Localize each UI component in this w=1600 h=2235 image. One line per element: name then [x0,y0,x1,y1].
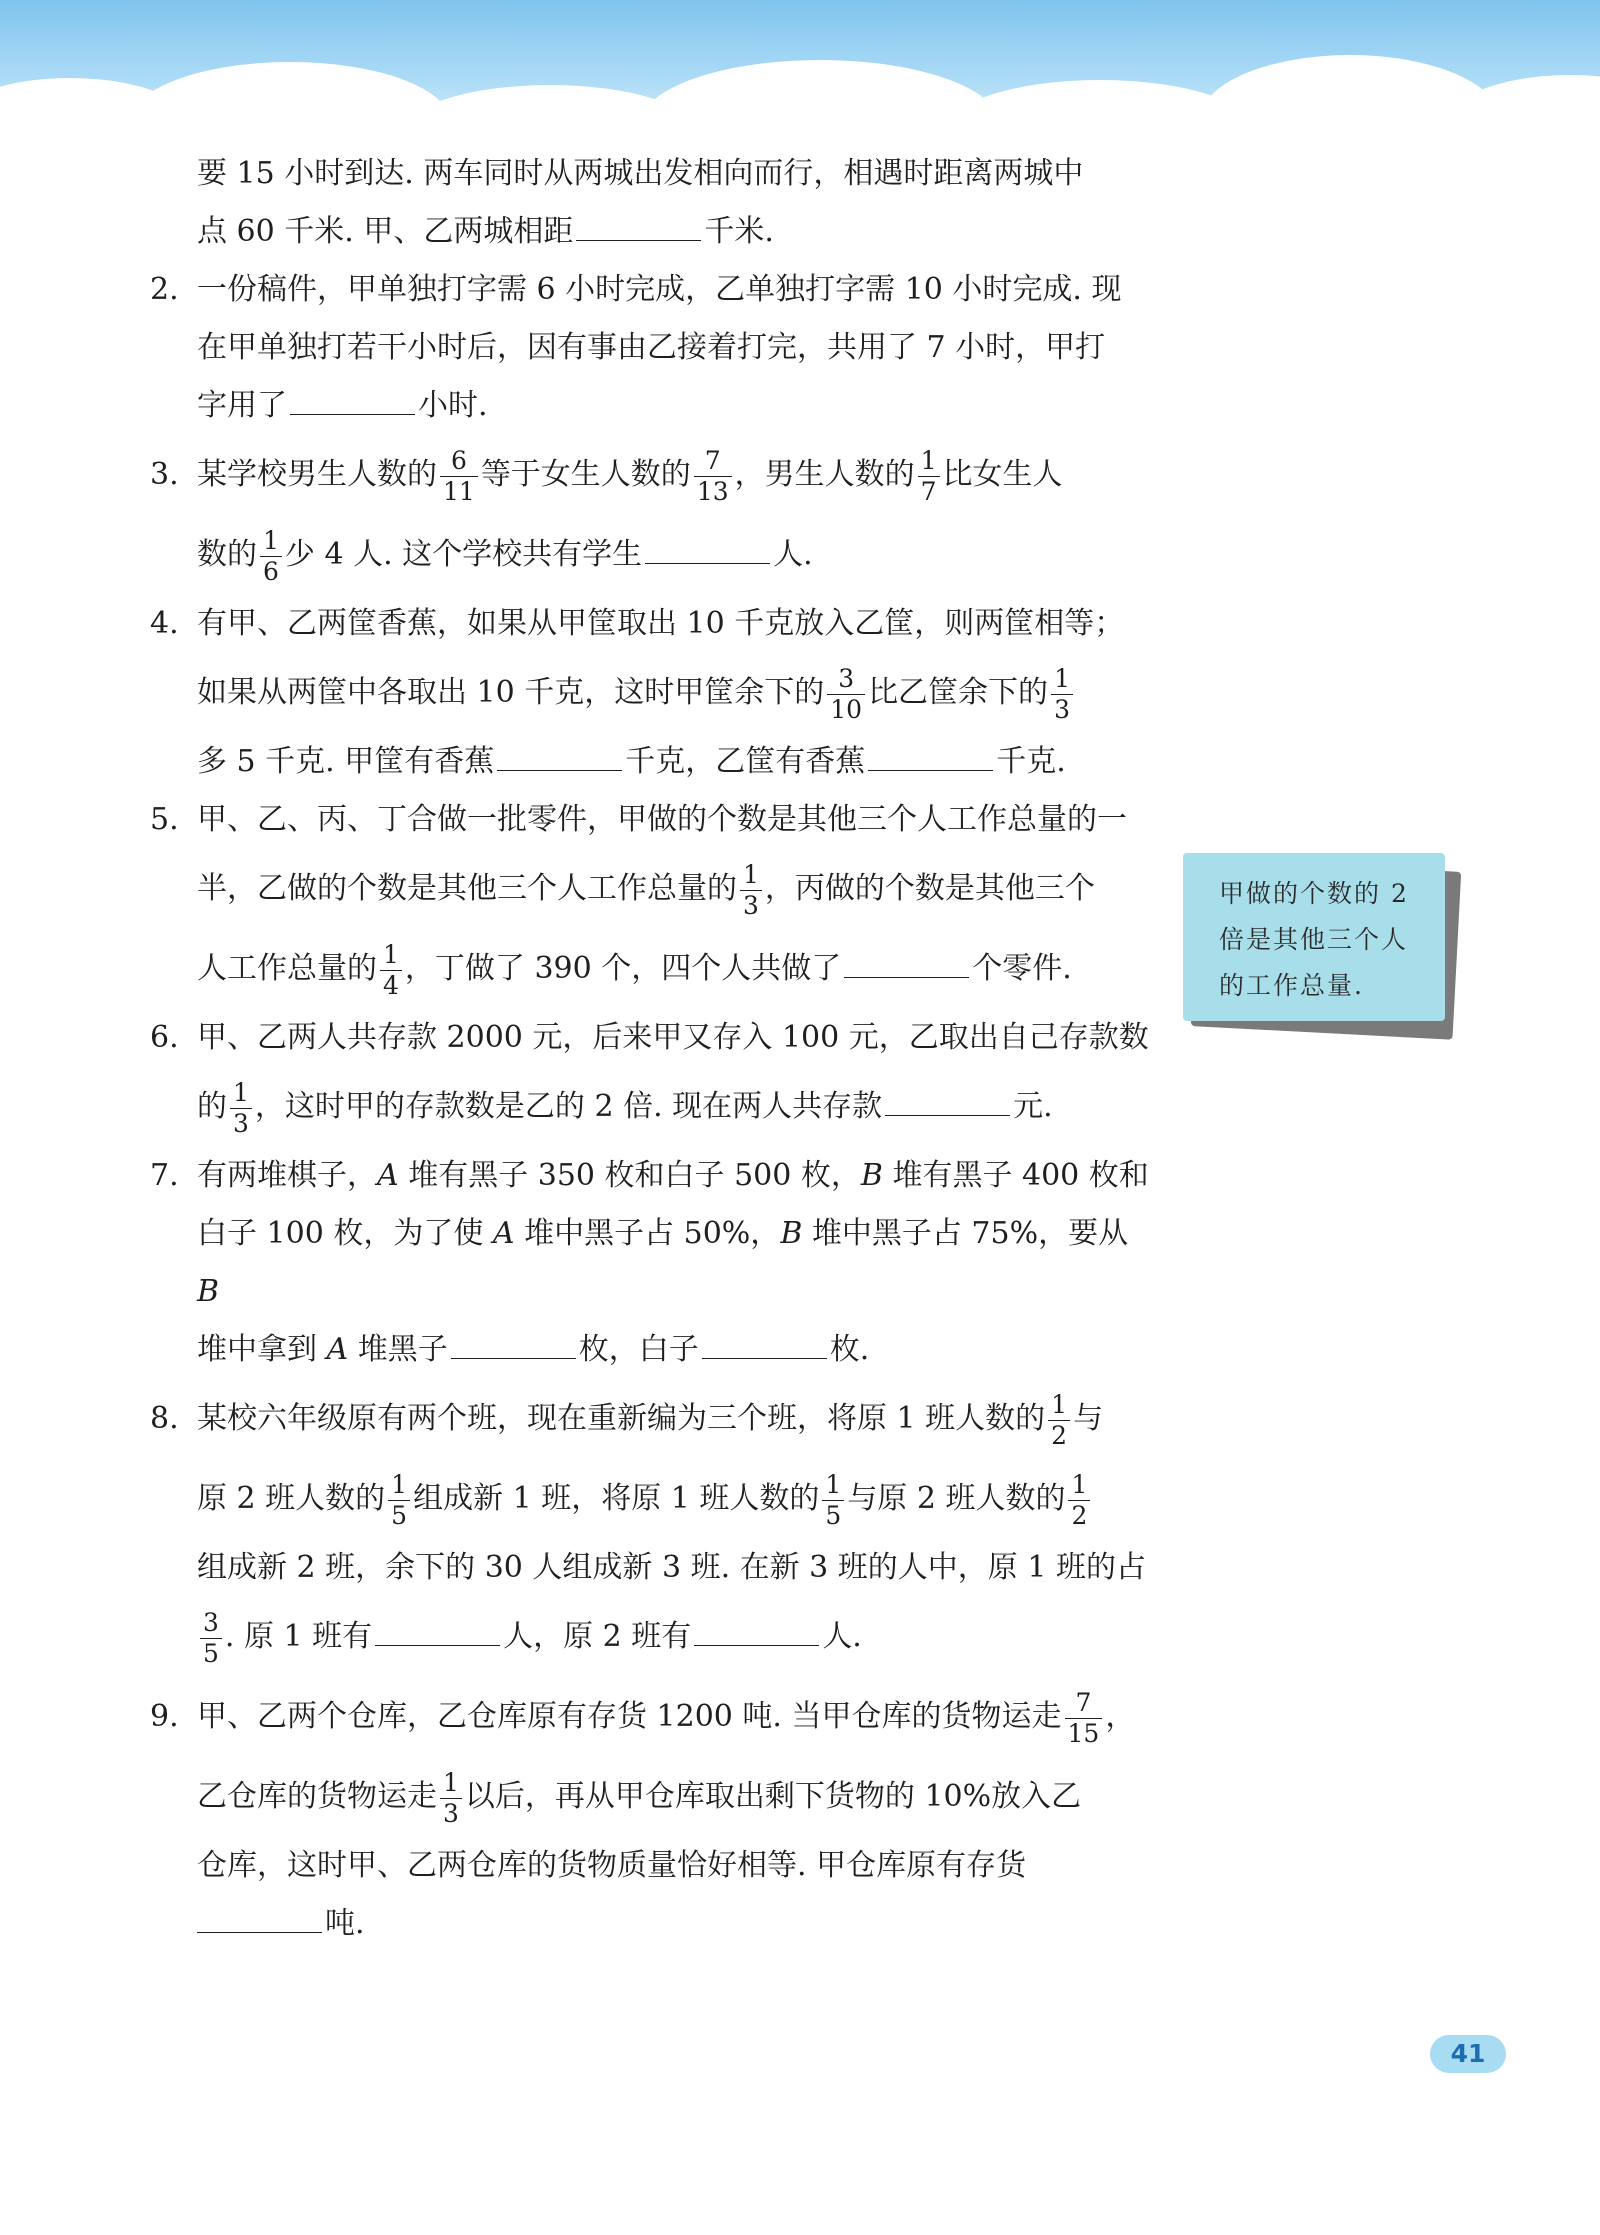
q1-line1: 要 15 小时到达. 两车同时从两城出发相向而行，相遇时距离两城中 [197,156,1084,191]
numerator: 1 [740,860,762,891]
answer-blank[interactable] [868,769,993,771]
q7-text: 枚，白子 [578,1332,699,1367]
answer-blank[interactable] [290,413,415,415]
numerator: 3 [827,664,865,695]
q3-unit: 人. [773,537,813,572]
q3-text-e: 数的 [197,537,257,572]
fraction [388,1470,410,1531]
fraction [1048,1390,1070,1451]
denominator: 2 [1071,1500,1088,1530]
answer-blank[interactable] [885,1114,1010,1116]
q5-text-b: ，丙做的个数是其他三个 [764,871,1095,906]
q2-unit: 小时. [418,388,488,423]
fraction [440,1768,462,1829]
q7-text: 有两堆棋子， [197,1158,377,1193]
denominator: 3 [1054,694,1070,724]
numerator: 1 [440,1768,462,1799]
answer-blank[interactable] [702,1357,827,1359]
denominator: 3 [743,890,759,920]
q7-text: 堆中黑子占 50%， [514,1216,781,1251]
question-number: 5. [150,802,179,837]
q9-text-b: ， [1105,1699,1136,1734]
fraction [822,1470,844,1531]
q2-line1: 一份稿件，甲单独打字需 6 小时完成，乙单独打字需 10 小时完成. 现 [197,272,1122,307]
q5-text-d: ，丁做了 390 个，四个人共做了 [404,951,842,986]
question-number: 8. [150,1401,179,1436]
q7-unit: 枚. [829,1332,870,1367]
denominator: 5 [203,1638,219,1668]
numerator: 3 [200,1608,222,1639]
question-9 [150,1677,1150,1953]
question-6 [150,1009,1150,1147]
q7-text: 白子 100 枚，为了使 [197,1216,493,1251]
question-number: 3. [150,457,179,492]
denominator: 2 [1051,1420,1068,1450]
pile-b-label: B [860,1158,883,1193]
fraction [440,446,478,507]
q8-text-b: 与 [1073,1401,1104,1436]
denominator: 4 [383,970,399,1000]
q8-text-g: . 原 1 班有 [224,1619,373,1654]
fraction [918,446,940,507]
denominator: 13 [696,476,729,506]
q8-text-h: 人，原 2 班有 [503,1619,692,1654]
q8-line3: 组成新 2 班，余下的 30 人组成新 3 班. 在新 3 班的人中，原 1 班的占 [197,1550,1146,1585]
note-line-1: 甲做的个数的 2 [1219,879,1409,908]
numerator: 1 [230,1078,252,1109]
fraction [200,1608,222,1669]
exercise-list [150,145,1150,1953]
fraction [694,446,732,507]
q3-text-d: 比女生人 [942,457,1063,492]
q3-text-a: 某学校男生人数的 [197,457,437,492]
q9-text-c: 乙仓库的货物运走 [197,1779,437,1814]
question-number: 7. [150,1158,179,1193]
note-line-2: 倍是其他三个人 [1219,925,1409,954]
q8-text-d: 组成新 1 班，将原 1 班人数的 [413,1481,820,1516]
numerator: 1 [822,1470,844,1501]
page-number-badge: 41 [1430,2035,1506,2073]
pile-a-label: A [326,1332,349,1367]
question-7 [150,1147,1150,1379]
q4-text-c: 多 5 千克. 甲筐有香蕉 [197,744,495,779]
numerator: 1 [380,940,402,971]
q9-unit: 吨. [325,1906,365,1941]
q7-text: 堆黑子 [348,1332,448,1367]
numerator: 7 [694,446,732,477]
q6-text-a: 的 [197,1089,227,1124]
q5-unit: 个零件. [972,951,1072,986]
q9-text-a: 甲、乙两个仓库，乙仓库原有存货 1200 吨. 当甲仓库的货物运走 [197,1699,1062,1734]
q9-line3: 仓库，这时甲、乙两仓库的货物质量恰好相等. 甲仓库原有存货 [197,1848,1027,1883]
question-4 [150,595,1150,791]
fraction [827,664,865,725]
answer-blank[interactable] [451,1357,576,1359]
q6-line1: 甲、乙两人共存款 2000 元，后来甲又存入 100 元，乙取出自己存款数 [197,1020,1149,1055]
q1-unit: 千米. [704,214,774,249]
answer-blank[interactable] [645,562,770,564]
q5-text-c: 人工作总量的 [197,951,377,986]
q8-text-a: 某校六年级原有两个班，现在重新编为三个班，将原 1 班人数的 [197,1401,1046,1436]
question-number: 9. [150,1699,179,1734]
q4-unit: 千克. [996,744,1066,779]
numerator: 1 [1051,664,1073,695]
numerator: 6 [440,446,478,477]
question-number: 4. [150,606,179,641]
pile-b-label: B [197,1274,220,1309]
answer-blank[interactable] [197,1931,322,1933]
numerator: 1 [260,526,282,557]
note-line-3: 的工作总量. [1219,971,1364,1000]
q5-line1: 甲、乙、丙、丁合做一批零件，甲做的个数是其他三个人工作总量的一 [197,802,1127,837]
q5-text-a: 半，乙做的个数是其他三个人工作总量的 [197,871,737,906]
fraction [380,940,402,1001]
pile-a-label: A [492,1216,515,1251]
denominator: 6 [263,556,279,586]
question-8 [150,1379,1150,1677]
denominator: 7 [920,476,937,506]
numerator: 1 [1048,1390,1070,1421]
q7-text: 堆有黑子 400 枚和 [882,1158,1149,1193]
question-2 [150,261,1150,435]
question-5 [150,791,1150,1009]
q4-text-b: 比乙筐余下的 [868,675,1049,710]
question-number: 2. [150,272,179,307]
fraction [1065,1688,1103,1749]
q4-text-d: 千克，乙筐有香蕉 [625,744,866,779]
numerator: 1 [918,446,940,477]
fraction [230,1078,252,1139]
q8-text-e: 与原 2 班人数的 [847,1481,1066,1516]
answer-blank[interactable] [576,239,701,241]
q2-line3: 字用了 [197,388,287,423]
denominator: 5 [825,1500,842,1530]
numerator: 7 [1065,1688,1103,1719]
q6-unit: 元. [1013,1089,1053,1124]
denominator: 10 [830,694,863,724]
q7-text: 堆有黑子 350 枚和白子 500 枚， [398,1158,861,1193]
question-1-continued [150,145,1150,261]
q8-unit: 人. [822,1619,862,1654]
denominator: 11 [443,476,475,506]
answer-blank[interactable] [497,769,622,771]
q4-text-a: 如果从两筐中各取出 10 千克，这时甲筐余下的 [197,675,825,710]
q7-text: 堆中拿到 [197,1332,327,1367]
answer-blank[interactable] [694,1644,819,1646]
answer-blank[interactable] [375,1644,500,1646]
q6-text-b: ，这时甲的存款数是乙的 2 倍. 现在两人共存款 [254,1089,883,1124]
pile-a-label: A [377,1158,399,1193]
fraction [260,526,282,587]
hint-sticky-note [1183,853,1463,1035]
numerator: 1 [1068,1470,1090,1501]
q1-line2: 点 60 千米. 甲、乙两城相距 [197,214,574,249]
q7-text: 堆中黑子占 75%，要从 [802,1216,1129,1251]
q2-line2: 在甲单独打若干小时后，因有事由乙接着打完，共用了 7 小时，甲打 [197,330,1106,365]
denominator: 15 [1067,1718,1100,1748]
fraction [1068,1470,1090,1531]
fraction [1051,664,1073,725]
denominator: 3 [233,1108,249,1138]
pile-b-label: B [780,1216,803,1251]
q4-line1: 有甲、乙两筐香蕉，如果从甲筐取出 10 千克放入乙筐，则两筐相等； [197,606,1125,641]
q9-text-d: 以后，再从甲仓库取出剩下货物的 10%放入乙 [464,1779,1082,1814]
q3-text-c: ，男生人数的 [734,457,915,492]
note-body [1183,853,1445,1021]
denominator: 5 [391,1500,408,1530]
denominator: 3 [443,1798,459,1828]
fraction [740,860,762,921]
question-number: 6. [150,1020,179,1055]
q8-text-c: 原 2 班人数的 [197,1481,386,1516]
question-3 [150,435,1150,595]
answer-blank[interactable] [844,976,969,978]
q3-text-b: 等于女生人数的 [480,457,691,492]
numerator: 1 [388,1470,410,1501]
q3-text-g: 少 4 人. 这个学校共有学生 [284,537,643,572]
